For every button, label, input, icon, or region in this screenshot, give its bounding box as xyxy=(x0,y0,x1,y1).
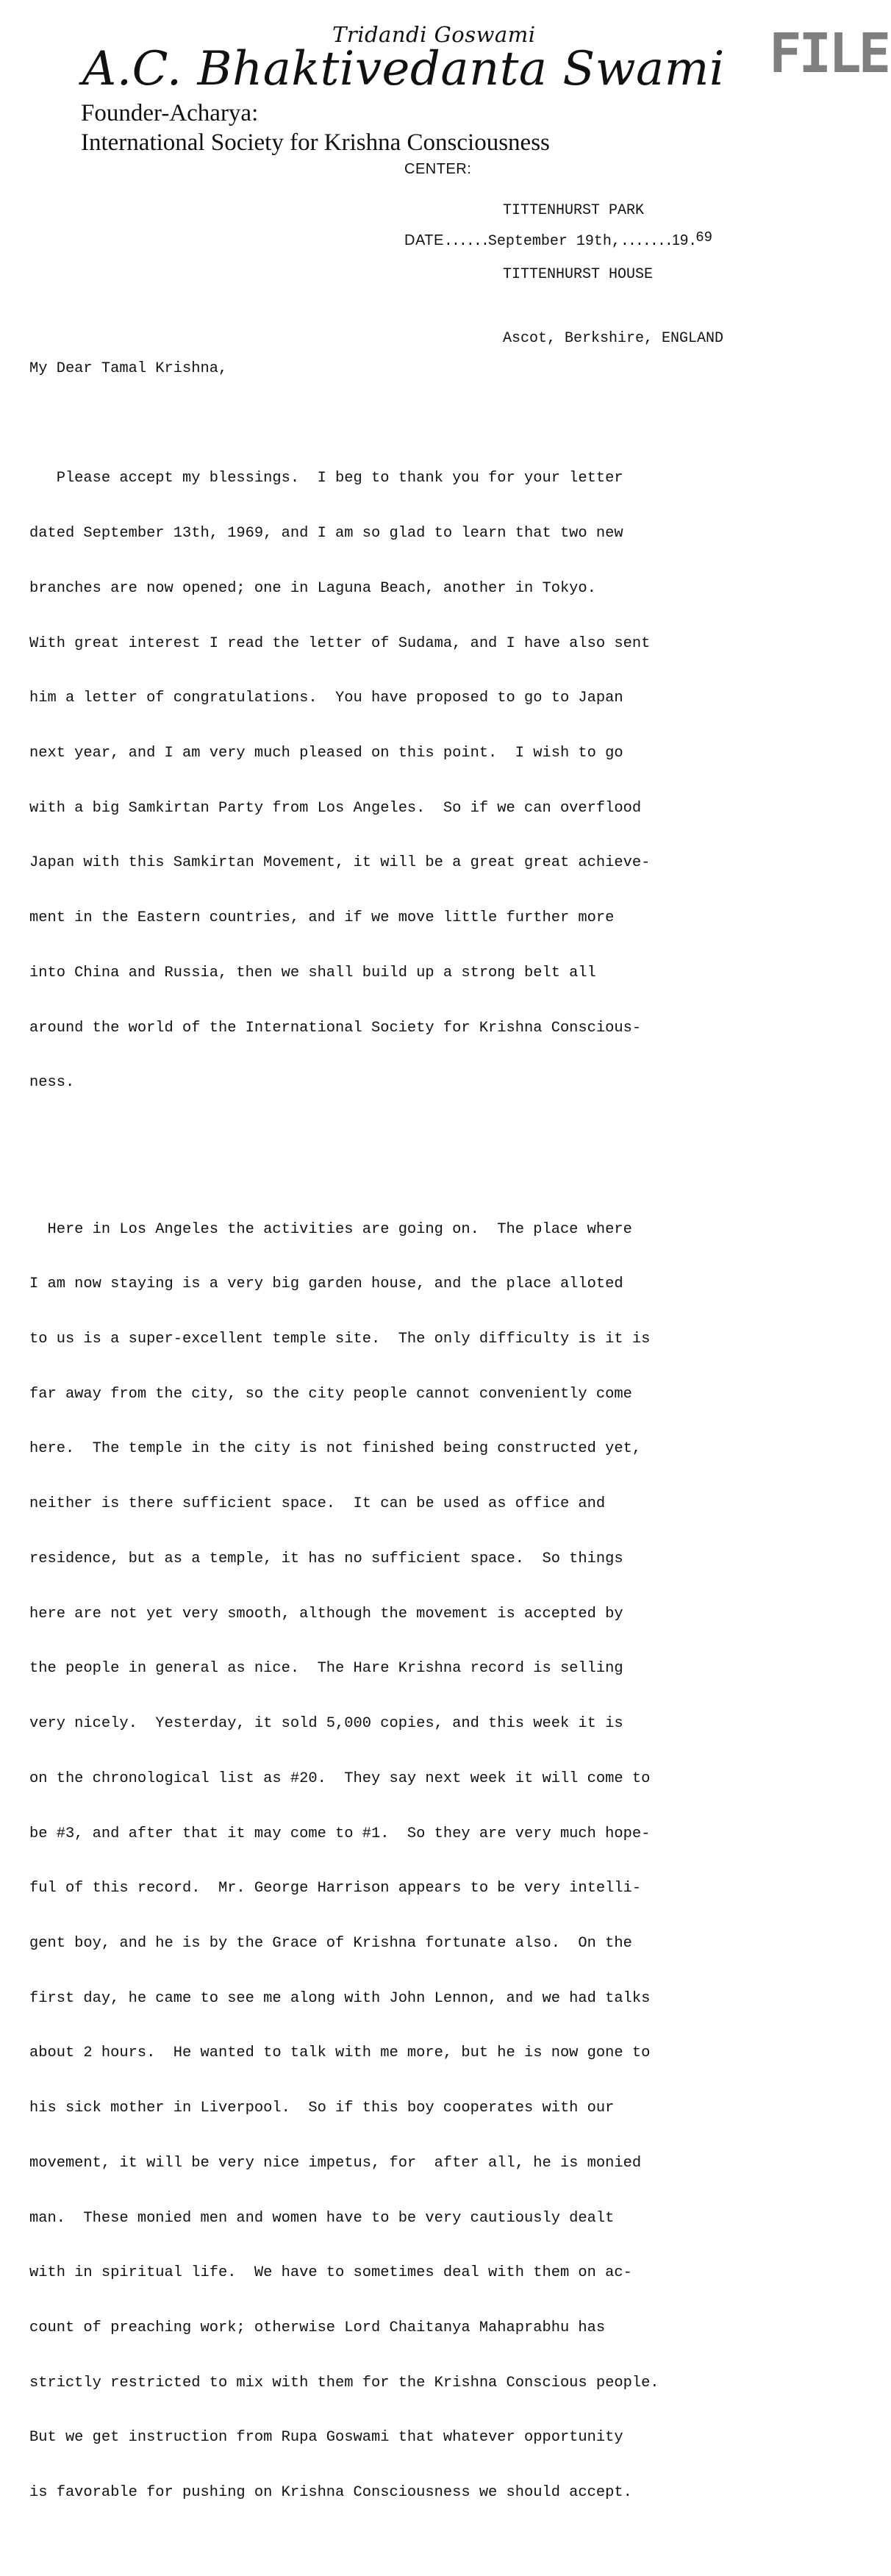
center-line: TITTENHURST HOUSE xyxy=(503,266,654,283)
date-year-suffix: 69 xyxy=(695,229,712,246)
center-label: CENTER: xyxy=(404,161,472,177)
text-line: with in spiritual life. We have to sometimes deal with them on ac- xyxy=(29,2264,632,2282)
text-line: first day, he came to see me along with John Lennon, and we had talks xyxy=(29,1989,651,2007)
date-row xyxy=(404,229,712,250)
text-line: residence, but as a temple, it has no sufficient space. So things xyxy=(29,1550,623,1567)
text-line: man. These monied men and women have to be very cautiously dealt xyxy=(29,2209,615,2227)
file-stamp: FILE xyxy=(769,22,889,85)
salutation: My Dear Tamal Krishna, xyxy=(29,359,228,377)
text-line: very nicely. Yesterday, it sold 5,000 copies, and this week it is xyxy=(29,1715,623,1733)
society-line: International Society for Krishna Consciousness xyxy=(81,129,550,156)
text-line: the people in general as nice. The Hare Krishna record is selling xyxy=(29,1660,623,1678)
text-line: With great interest I read the letter of Sudama, and I have also sent xyxy=(29,634,651,652)
founder-line: Founder-Acharya: xyxy=(81,100,259,126)
text-line: strictly restricted to mix with them for the Krishna Conscious people. xyxy=(29,2374,659,2391)
date-label: DATE xyxy=(404,232,444,248)
text-line: be #3, and after that it may come to #1. So they are very much hope- xyxy=(29,1825,651,1842)
center-line: TITTENHURST PARK xyxy=(503,202,645,219)
text-line: Here in Los Angeles the activities are going on. The place where xyxy=(29,1220,632,1238)
text-line: to us is a super-excellent temple site. The only difficulty is it is xyxy=(29,1331,651,1348)
date-leader: . xyxy=(688,233,696,250)
letterhead-name: A.C. Bhaktivedanta Swami xyxy=(82,42,725,96)
text-line: next year, and I am very much pleased on this point. I wish to go xyxy=(29,744,623,762)
paragraph-1 xyxy=(29,434,867,1129)
text-line: ful of this record. Mr. George Harrison appears to be very intelli- xyxy=(29,1880,642,1897)
text-line: around the world of the International Society for Krishna Conscious- xyxy=(29,1019,642,1037)
center-line: Ascot, Berkshire, ENGLAND xyxy=(503,330,724,347)
text-line: neither is there sufficient space. It can be used as office and xyxy=(29,1495,606,1513)
text-line: far away from the city, so the city people cannot conveniently come xyxy=(29,1385,632,1403)
text-line: his sick mother in Liverpool. So if this boy cooperates with our xyxy=(29,2100,615,2117)
text-line: here. The temple in the city is not finished being constructed yet, xyxy=(29,1440,642,1458)
text-line: is favorable for pushing on Krishna Consciousness we should accept. xyxy=(29,2484,632,2502)
text-line: with a big Samkirtan Party from Los Angeles. So if we can overflood xyxy=(29,799,642,817)
text-line: about 2 hours. He wanted to talk with me more, but he is now gone to xyxy=(29,2044,651,2062)
text-line: movement, it will be very nice impetus, for after all, he is monied xyxy=(29,2154,642,2172)
text-line: him a letter of congratulations. You have proposed to go to Japan xyxy=(29,690,623,707)
text-line: on the chronological list as #20. They say next week it will come to xyxy=(29,1770,651,1787)
text-line: Please accept my blessings. I beg to thank you for your letter xyxy=(29,470,623,487)
text-line: dated September 13th, 1969, and I am so glad to learn that two new xyxy=(29,525,623,543)
text-line: here are not yet very smooth, although the movement is accepted by xyxy=(29,1605,623,1622)
letter-body xyxy=(29,323,867,2576)
date-leader: ...... xyxy=(443,233,488,250)
title-small: Tridandi Goswami xyxy=(332,22,536,47)
date-leader: ....... xyxy=(620,233,672,250)
paragraph-2 xyxy=(29,1184,867,2539)
text-line: ness. xyxy=(29,1074,75,1092)
text-line: But we get instruction from Rupa Goswami that whatever opportunity xyxy=(29,2429,623,2447)
text-line: ment in the Eastern countries, and if we move little further more xyxy=(29,909,615,927)
text-line: count of preaching work; otherwise Lord Chaitanya Mahaprabhu has xyxy=(29,2319,606,2336)
date-value: September 19th, xyxy=(487,233,620,250)
text-line: Japan with this Samkirtan Movement, it will be a great great achieve- xyxy=(29,854,651,872)
text-line: branches are now opened; one in Laguna Beach, another in Tokyo. xyxy=(29,579,596,597)
text-line: into China and Russia, then we shall build up a strong belt all xyxy=(29,964,596,981)
text-line: gent boy, and he is by the Grace of Krishna fortunate also. On the xyxy=(29,1934,632,1952)
date-year-prefix: 19 xyxy=(671,232,689,248)
text-line: I am now staying is a very big garden house, and the place alloted xyxy=(29,1276,623,1293)
